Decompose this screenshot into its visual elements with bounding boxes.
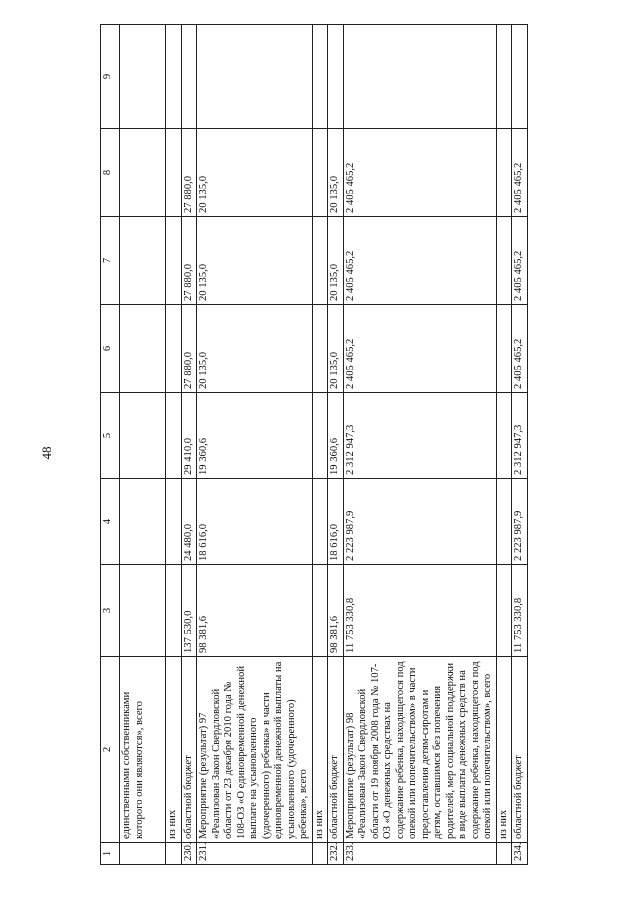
cell-col5: 2 312 947,3	[512, 393, 528, 479]
cell-col5	[496, 393, 512, 479]
cell-col5	[166, 393, 182, 479]
cell-col7: 27 880,0	[181, 217, 197, 305]
col-header-9: 9	[101, 25, 120, 129]
header-row	[101, 25, 120, 865]
cell-col4: 24 480,0	[181, 479, 197, 565]
row-index	[120, 843, 166, 865]
cell-col6	[120, 305, 166, 393]
cell-col7	[312, 217, 328, 305]
cell-col5: 2 312 947,3	[343, 393, 496, 479]
cell-col4	[312, 479, 328, 565]
rotated-table-container	[100, 45, 560, 865]
col-header-4: 4	[101, 479, 120, 565]
row-index	[312, 843, 328, 865]
row-name: Мероприятие (результат) 97 «Реализован Закон Свердловской области от 23 декабря 2010 года № 108-ОЗ «О единовременной денежной выплате на усыновленного (удочеренного) ребенка» в части единовременной денежной выплаты на усыновленного (удочеренного) ребенка», всего	[197, 657, 313, 843]
col-header-8: 8	[101, 129, 120, 217]
cell-col3	[496, 565, 512, 657]
cell-col5: 19 360,6	[328, 393, 344, 479]
row-index: 230.	[181, 843, 197, 865]
cell-col4	[496, 479, 512, 565]
cell-col7	[166, 217, 182, 305]
cell-col6: 2 405 465,2	[343, 305, 496, 393]
row-name: областной бюджет	[512, 657, 528, 843]
cell-col3: 11 753 330,8	[343, 565, 496, 657]
cell-col8: 2 405 465,2	[512, 129, 528, 217]
cell-col7: 20 135,0	[328, 217, 344, 305]
row-index: 232.	[328, 843, 344, 865]
cell-col6: 2 405 465,2	[512, 305, 528, 393]
col-header-5: 5	[101, 393, 120, 479]
row-name: из них	[312, 657, 328, 843]
row-name: Мероприятие (результат) 98 «Реализован Закон Свердловской области от 19 ноября 2008 года № 107-ОЗ «О денежных средствах на содержание ребенка, находящегося под опекой или попечительством» в части предоставления детям-сиротам и детям, оставшимся без попечения родителей, мер социальной поддержки в виде выплаты денежных средств на содержание ребенка, находящегося под опекой или попечительством», всего	[343, 657, 496, 843]
table-row	[328, 25, 344, 865]
table-row	[120, 25, 166, 865]
cell-col9	[312, 25, 328, 129]
cell-col6	[166, 305, 182, 393]
cell-col8: 2 405 465,2	[343, 129, 496, 217]
cell-col6	[312, 305, 328, 393]
cell-col8: 20 135,0	[197, 129, 313, 217]
cell-col3: 98 381,6	[328, 565, 344, 657]
cell-col3	[120, 565, 166, 657]
cell-col4	[166, 479, 182, 565]
col-header-3: 3	[101, 565, 120, 657]
cell-col7	[120, 217, 166, 305]
cell-col5: 19 360,6	[197, 393, 313, 479]
table-row	[181, 25, 197, 865]
cell-col3	[312, 565, 328, 657]
cell-col8	[120, 129, 166, 217]
cell-col9	[120, 25, 166, 129]
cell-col8: 27 880,0	[181, 129, 197, 217]
table-row	[496, 25, 512, 865]
col-header-6: 6	[101, 305, 120, 393]
cell-col4	[120, 479, 166, 565]
cell-col7: 2 405 465,2	[512, 217, 528, 305]
cell-col8	[166, 129, 182, 217]
cell-col3: 98 381,6	[197, 565, 313, 657]
row-index: 233.	[343, 843, 496, 865]
cell-col9	[328, 25, 344, 129]
cell-col6: 20 135,0	[197, 305, 313, 393]
row-index: 231.	[197, 843, 313, 865]
cell-col8: 20 135,0	[328, 129, 344, 217]
cell-col7	[496, 217, 512, 305]
cell-col4: 18 616,0	[197, 479, 313, 565]
cell-col3: 137 530,0	[181, 565, 197, 657]
col-header-1: 1	[101, 843, 120, 865]
row-name: из них	[166, 657, 182, 843]
cell-col6: 20 135,0	[328, 305, 344, 393]
cell-col7: 20 135,0	[197, 217, 313, 305]
cell-col4: 2 223 987,9	[512, 479, 528, 565]
table-row	[512, 25, 528, 865]
row-name: из них	[496, 657, 512, 843]
cell-col9	[166, 25, 182, 129]
col-header-2: 2	[101, 657, 120, 843]
table-row	[197, 25, 313, 865]
row-index	[496, 843, 512, 865]
cell-col6: 27 880,0	[181, 305, 197, 393]
cell-col5	[312, 393, 328, 479]
budget-table	[100, 24, 528, 865]
cell-col5: 29 410,0	[181, 393, 197, 479]
table-row	[166, 25, 182, 865]
cell-col8	[496, 129, 512, 217]
cell-col9	[197, 25, 313, 129]
row-name: областной бюджет	[328, 657, 344, 843]
cell-col9	[512, 25, 528, 129]
cell-col8	[312, 129, 328, 217]
cell-col4: 2 223 987,9	[343, 479, 496, 565]
col-header-7: 7	[101, 217, 120, 305]
table-row	[343, 25, 496, 865]
cell-col9	[343, 25, 496, 129]
cell-col7: 2 405 465,2	[343, 217, 496, 305]
table-row	[312, 25, 328, 865]
page-number: 48	[39, 446, 54, 460]
cell-col9	[181, 25, 197, 129]
row-name: областной бюджет	[181, 657, 197, 843]
row-name: единственными собственниками которого они являются», всего	[120, 657, 166, 843]
cell-col5	[120, 393, 166, 479]
cell-col4: 18 616,0	[328, 479, 344, 565]
row-index: 234.	[512, 843, 528, 865]
cell-col3: 11 753 330,8	[512, 565, 528, 657]
cell-col3	[166, 565, 182, 657]
cell-col9	[496, 25, 512, 129]
row-index	[166, 843, 182, 865]
cell-col6	[496, 305, 512, 393]
